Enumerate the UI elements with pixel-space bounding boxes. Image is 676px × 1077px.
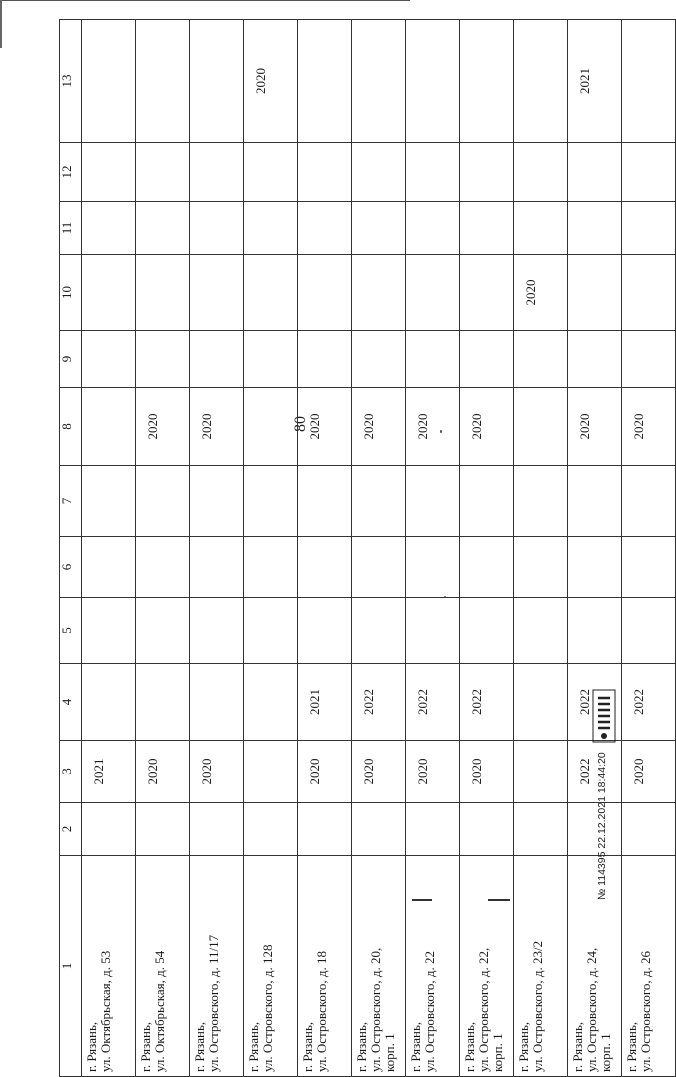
year-cell-col-10 <box>136 255 190 331</box>
year-cell-col-9 <box>460 331 514 388</box>
year-cell-col-9 <box>568 331 622 388</box>
repair-schedule-table <box>59 19 676 1077</box>
column-number-12: 12 <box>60 143 82 202</box>
table-row <box>514 20 568 1077</box>
year-cell-col-12 <box>568 143 622 202</box>
year-cell-col-3: 2020 <box>136 741 190 803</box>
year-cell-col-7 <box>136 466 190 537</box>
year-cell-col-9 <box>514 331 568 388</box>
year-cell-col-7 <box>406 466 460 537</box>
year-cell-col-6 <box>406 537 460 598</box>
year-cell-col-5 <box>622 598 676 664</box>
digital-signature-stamp-icon <box>592 688 616 744</box>
year-cell-col-4: 2022 <box>460 664 514 741</box>
year-cell-col-12 <box>460 143 514 202</box>
year-cell-col-3: 2020 <box>460 741 514 803</box>
year-cell-col-3: 2020 <box>622 741 676 803</box>
address-cell: г. Рязань, ул. Островского, д. 22, корп. 1 <box>460 856 514 1077</box>
year-cell-col-10 <box>460 255 514 331</box>
column-number-11: 11 <box>60 202 82 255</box>
address-cell: г. Рязань, ул. Октябрьская, д. 53 <box>82 856 136 1077</box>
year-cell-col-9 <box>190 331 244 388</box>
year-cell-col-12 <box>514 143 568 202</box>
year-cell-col-3 <box>244 741 298 803</box>
year-cell-col-2 <box>568 803 622 856</box>
year-cell-col-8: 2020 <box>190 388 244 466</box>
year-cell-col-9 <box>352 331 406 388</box>
year-cell-col-4 <box>244 664 298 741</box>
year-cell-col-8: 2020 <box>622 388 676 466</box>
year-cell-col-13 <box>190 20 244 143</box>
year-cell-col-3: 2021 <box>82 741 136 803</box>
column-number-10: 10 <box>60 255 82 331</box>
address-cell: г. Рязань, ул. Островского, д. 18 <box>298 856 352 1077</box>
year-cell-col-6 <box>190 537 244 598</box>
year-cell-col-13 <box>514 20 568 143</box>
year-cell-col-12 <box>622 143 676 202</box>
year-cell-col-6 <box>298 537 352 598</box>
table-row <box>406 20 460 1077</box>
year-cell-col-3: 2020 <box>190 741 244 803</box>
year-cell-col-5 <box>244 598 298 664</box>
year-cell-col-6 <box>514 537 568 598</box>
year-cell-col-2 <box>82 803 136 856</box>
table-row <box>190 20 244 1077</box>
year-cell-col-4 <box>136 664 190 741</box>
year-cell-col-11 <box>514 202 568 255</box>
year-cell-col-9 <box>622 331 676 388</box>
year-cell-col-7 <box>298 466 352 537</box>
column-number-9: 9 <box>60 331 82 388</box>
year-cell-col-3: 2020 <box>352 741 406 803</box>
year-cell-col-8: 2020 <box>568 388 622 466</box>
year-cell-col-11 <box>622 202 676 255</box>
year-cell-col-10 <box>82 255 136 331</box>
address-cell: г. Рязань, ул. Островского, д. 24, корп. 1 <box>568 856 622 1077</box>
year-cell-col-4: 2022 <box>568 664 622 741</box>
year-cell-col-10 <box>244 255 298 331</box>
year-cell-col-7 <box>460 466 514 537</box>
year-cell-col-11 <box>190 202 244 255</box>
scan-top-edge-line <box>0 0 410 1</box>
year-cell-col-7 <box>352 466 406 537</box>
year-cell-col-9 <box>244 331 298 388</box>
year-cell-col-7 <box>82 466 136 537</box>
year-cell-col-12 <box>244 143 298 202</box>
year-cell-col-12 <box>190 143 244 202</box>
year-cell-col-13 <box>460 20 514 143</box>
year-cell-col-7 <box>190 466 244 537</box>
year-cell-col-7 <box>514 466 568 537</box>
year-cell-col-2 <box>136 803 190 856</box>
address-cell: г. Рязань, ул. Островского, д. 11/17 <box>190 856 244 1077</box>
year-cell-col-5 <box>190 598 244 664</box>
year-cell-col-11 <box>244 202 298 255</box>
year-cell-col-13: 2021 <box>568 20 622 143</box>
year-cell-col-3: 2022 <box>568 741 622 803</box>
year-cell-col-4 <box>514 664 568 741</box>
table-row <box>352 20 406 1077</box>
year-cell-col-2 <box>514 803 568 856</box>
year-cell-col-5 <box>136 598 190 664</box>
column-number-7: 7 <box>60 466 82 537</box>
address-cell: г. Рязань, ул. Островского, д. 128 <box>244 856 298 1077</box>
year-cell-col-5 <box>514 598 568 664</box>
year-cell-col-13 <box>298 20 352 143</box>
year-cell-col-10: 2020 <box>514 255 568 331</box>
year-cell-col-6 <box>622 537 676 598</box>
table-row <box>622 20 676 1077</box>
column-number-row <box>60 20 82 1077</box>
year-cell-col-8 <box>514 388 568 466</box>
address-cell: г. Рязань, ул. Островского, д. 20, корп. 1 <box>352 856 406 1077</box>
column-number-1: 1 <box>60 856 82 1077</box>
year-cell-col-9 <box>406 331 460 388</box>
address-cell: г. Рязань, ул. Октябрьская, д. 54 <box>136 856 190 1077</box>
year-cell-col-11 <box>460 202 514 255</box>
year-cell-col-8: 2020 <box>460 388 514 466</box>
year-cell-col-13 <box>82 20 136 143</box>
year-cell-col-5 <box>298 598 352 664</box>
table-row <box>244 20 298 1077</box>
year-cell-col-3 <box>514 741 568 803</box>
table-row <box>568 20 622 1077</box>
year-cell-col-2 <box>190 803 244 856</box>
table-body <box>60 20 676 1077</box>
year-cell-col-2 <box>622 803 676 856</box>
table-row <box>298 20 352 1077</box>
year-cell-col-3: 2020 <box>406 741 460 803</box>
year-cell-col-4 <box>82 664 136 741</box>
year-cell-col-6 <box>136 537 190 598</box>
year-cell-col-9 <box>298 331 352 388</box>
year-cell-col-11 <box>352 202 406 255</box>
address-cell: г. Рязань, ул. Островского, д. 22 <box>406 856 460 1077</box>
year-cell-col-5 <box>568 598 622 664</box>
year-cell-col-7 <box>244 466 298 537</box>
year-cell-col-11 <box>82 202 136 255</box>
year-cell-col-5 <box>406 598 460 664</box>
year-cell-col-10 <box>352 255 406 331</box>
year-cell-col-11 <box>136 202 190 255</box>
year-cell-col-8 <box>82 388 136 466</box>
year-cell-col-10 <box>298 255 352 331</box>
year-cell-col-6 <box>460 537 514 598</box>
year-cell-col-5 <box>460 598 514 664</box>
year-cell-col-4: 2022 <box>622 664 676 741</box>
column-number-13: 13 <box>60 20 82 143</box>
year-cell-col-4: 2022 <box>406 664 460 741</box>
year-cell-col-10 <box>622 255 676 331</box>
column-number-5: 5 <box>60 598 82 664</box>
year-cell-col-2 <box>298 803 352 856</box>
year-cell-col-13 <box>406 20 460 143</box>
year-cell-col-11 <box>568 202 622 255</box>
year-cell-col-6 <box>352 537 406 598</box>
scan-left-edge-mark <box>0 0 2 48</box>
year-cell-col-8: 2020 <box>352 388 406 466</box>
year-cell-col-12 <box>406 143 460 202</box>
year-cell-col-9 <box>82 331 136 388</box>
column-number-2: 2 <box>60 803 82 856</box>
year-cell-col-3: 2020 <box>298 741 352 803</box>
page-number: 80 <box>292 416 309 432</box>
address-cell: г. Рязань, ул. Островского, д. 26 <box>622 856 676 1077</box>
column-number-6: 6 <box>60 537 82 598</box>
year-cell-col-10 <box>190 255 244 331</box>
table-row <box>82 20 136 1077</box>
year-cell-col-7 <box>622 466 676 537</box>
column-number-8: 8 <box>60 388 82 466</box>
year-cell-col-4: 2022 <box>352 664 406 741</box>
year-cell-col-2 <box>460 803 514 856</box>
year-cell-col-5 <box>352 598 406 664</box>
year-cell-col-13 <box>622 20 676 143</box>
year-cell-col-12 <box>298 143 352 202</box>
year-cell-col-10 <box>406 255 460 331</box>
year-cell-col-12 <box>352 143 406 202</box>
year-cell-col-5 <box>82 598 136 664</box>
year-cell-col-13 <box>352 20 406 143</box>
year-cell-col-7 <box>568 466 622 537</box>
year-cell-col-13: 2020 <box>244 20 298 143</box>
year-cell-col-11 <box>298 202 352 255</box>
table-row <box>460 20 514 1077</box>
year-cell-col-4: 2021 <box>298 664 352 741</box>
year-cell-col-8: 2020 <box>298 388 352 466</box>
year-cell-col-12 <box>136 143 190 202</box>
year-cell-col-10 <box>568 255 622 331</box>
year-cell-col-2 <box>352 803 406 856</box>
year-cell-col-6 <box>568 537 622 598</box>
year-cell-col-8: 2020 <box>136 388 190 466</box>
address-cell: г. Рязань, ул. Островского, д. 23/2 <box>514 856 568 1077</box>
year-cell-col-6 <box>244 537 298 598</box>
year-cell-col-12 <box>82 143 136 202</box>
column-number-3: 3 <box>60 741 82 803</box>
year-cell-col-8: 2020 <box>406 388 460 466</box>
year-cell-col-2 <box>244 803 298 856</box>
year-cell-col-13 <box>136 20 190 143</box>
year-cell-col-9 <box>136 331 190 388</box>
table-row <box>136 20 190 1077</box>
year-cell-col-2 <box>406 803 460 856</box>
year-cell-col-11 <box>406 202 460 255</box>
year-cell-col-8 <box>244 388 298 466</box>
column-number-4: 4 <box>60 664 82 741</box>
year-cell-col-4 <box>190 664 244 741</box>
digital-signature-text: № 114395 22.12.2021 18:44:20 <box>596 752 608 900</box>
year-cell-col-6 <box>82 537 136 598</box>
